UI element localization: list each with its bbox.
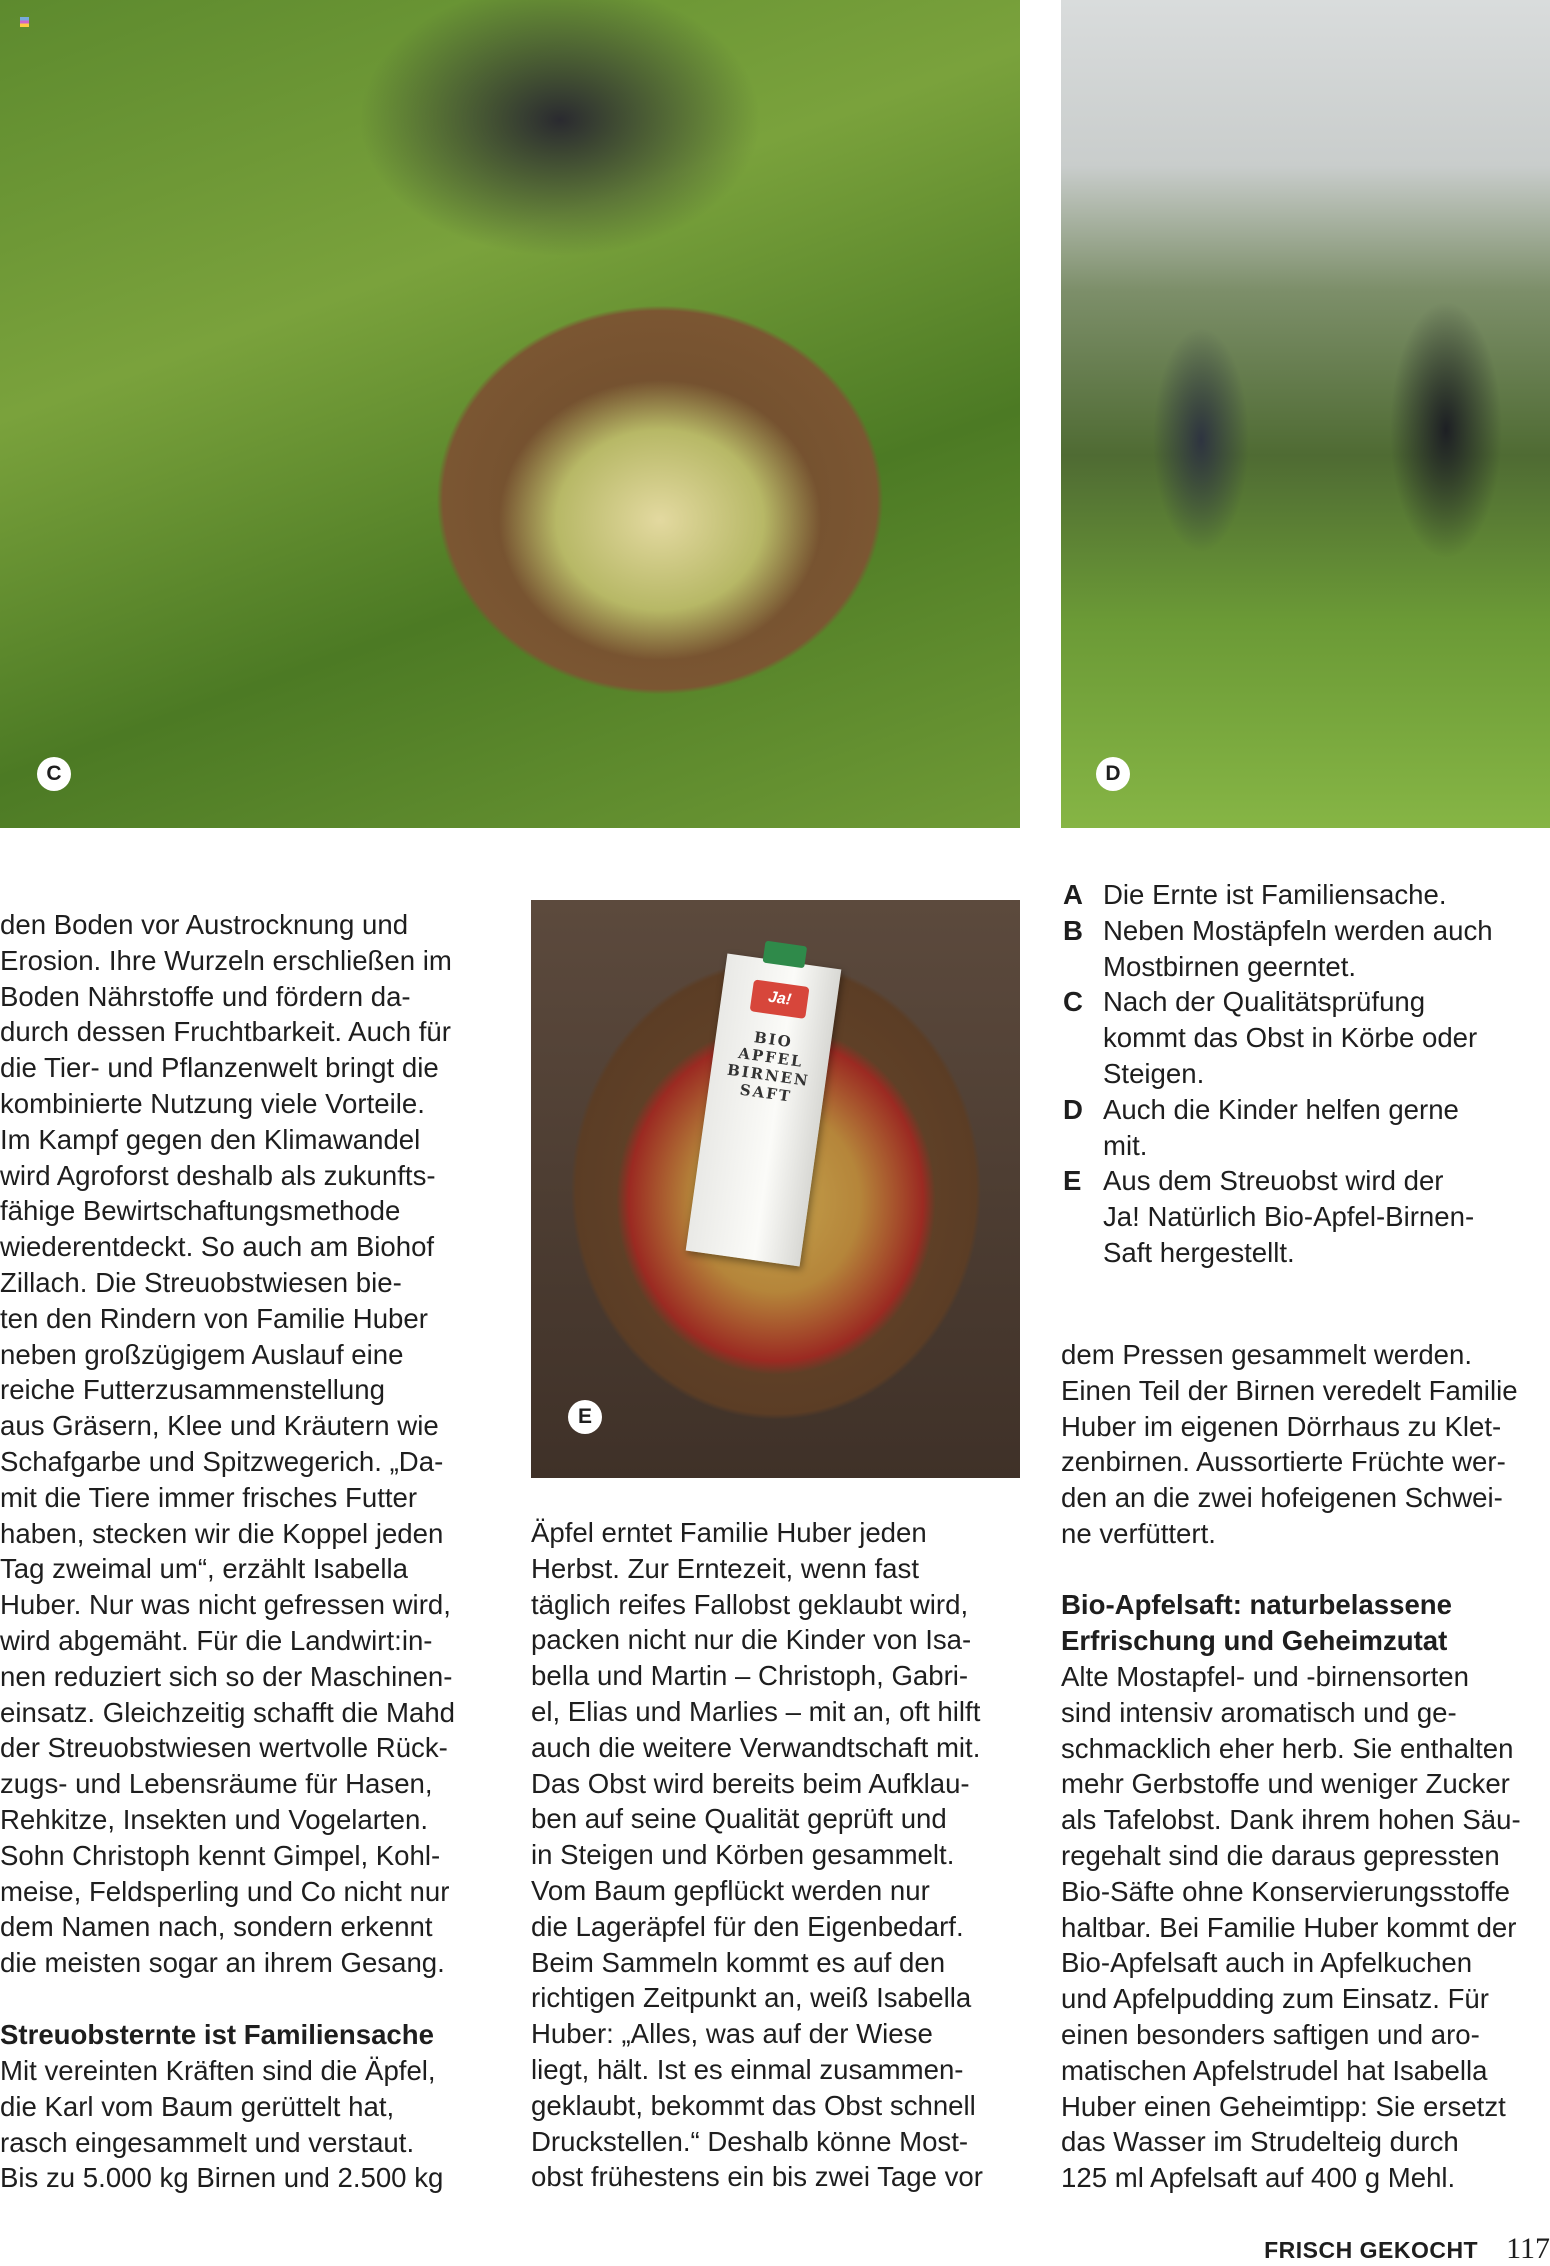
text-line: liegt, hält. Ist es einmal zusammen- (531, 2053, 964, 2085)
caption-letter: C (1063, 986, 1083, 1018)
text-line: Bis zu 5.000 kg Birnen und 2.500 kg (0, 2162, 444, 2194)
caption-item (1061, 877, 1550, 913)
caption-text: Aus dem Streuobst wird der (1103, 1165, 1444, 1197)
section-name: FRISCH GEKOCHT (1264, 2237, 1479, 2263)
text-line: reiche Futterzusammenstellung (0, 1374, 385, 1406)
text-line: Tag zweimal um“, erzählt Isabella (0, 1553, 408, 1585)
text-line: den Boden vor Austrocknung und (0, 909, 409, 940)
text-line: matischen Apfelstrudel hat Isabella (1061, 2054, 1488, 2086)
caption-text: Saft hergestellt. (1103, 1236, 1295, 1268)
text-line: meise, Feldsperling und Co nicht nur (0, 1875, 450, 1907)
caption-letter: E (1063, 1165, 1082, 1197)
text-line: einen besonders saftigen und aro- (1061, 2018, 1480, 2050)
text-line: zenbirnen. Aussortierte Früchte wer- (1061, 1446, 1506, 1478)
text-line: fähige Bewirtschaftungsmethode (0, 1195, 401, 1227)
text-line: einsatz. Gleichzeitig schafft die Mahd (0, 1696, 456, 1728)
caption-item (1061, 913, 1550, 985)
text-line: als Tafelobst. Dank ihrem hohen Säu- (1061, 1804, 1521, 1836)
text-line: auch die weitere Verwandtschaft mit. (531, 1731, 981, 1763)
text-line: Boden Nährstoffe und fördern da- (0, 980, 411, 1012)
caption-text: Ja! Natürlich Bio-Apfel-Birnen- (1103, 1201, 1475, 1233)
text-line: Vom Baum gepflückt werden nur (531, 1874, 930, 1906)
text-line: el, Elias und Marlies – mit an, oft hilft (531, 1695, 981, 1727)
text-line: Druckstellen.“ Deshalb könne Most- (531, 2125, 969, 2157)
text-line: Das Obst wird bereits beim Aufklau- (531, 1767, 970, 1799)
column3-body-2 (1061, 1659, 1521, 2196)
text-line: die meisten sogar an ihrem Gesang. (0, 1947, 445, 1979)
text-line: Sohn Christoph kennt Gimpel, Kohl- (0, 1839, 441, 1871)
text-line: regehalt sind die daraus gepressten (1061, 1839, 1500, 1871)
text-line: Erfrischung und Geheimzutat (1061, 1624, 1448, 1656)
text-line: wird Agroforst deshalb als zukunfts- (0, 1159, 436, 1191)
text-line: wiederentdeckt. So auch am Biohof (0, 1231, 435, 1263)
carton-cap (763, 941, 808, 969)
text-line: die Karl vom Baum gerüttelt hat, (0, 2090, 395, 2122)
text-line: schmacklich eher herb. Sie enthalten (1061, 1732, 1514, 1764)
text-line: in Steigen und Körben gesammelt. (531, 1839, 955, 1871)
text-line: obst frühestens ein bis zwei Tage vor (531, 2161, 983, 2193)
text-line: Huber einen Geheimtipp: Sie ersetzt (1061, 2090, 1506, 2122)
caption-text: kommt das Obst in Körbe oder (1103, 1022, 1478, 1054)
text-line: Einen Teil der Birnen veredelt Familie (1061, 1374, 1518, 1406)
caption-text: Die Ernte ist Familiensache. (1103, 879, 1447, 910)
column1-body-2 (0, 2053, 443, 2196)
text-line: mehr Gerbstoffe und weniger Zucker (1061, 1768, 1510, 1800)
caption-text: mit. (1103, 1129, 1148, 1161)
text-line: ben auf seine Qualität geprüft und (531, 1803, 947, 1835)
text-line: die Tier- und Pflanzenwelt bringt die (0, 1052, 439, 1084)
text-line: dem Namen nach, sondern erkennt (0, 1911, 433, 1943)
text-line: Bio-Apfelsaft auch in Apfelkuchen (1061, 1947, 1473, 1979)
text-line: aus Gräsern, Klee und Kräutern wie (0, 1410, 439, 1442)
text-line: neben großzügigem Auslauf eine (0, 1338, 404, 1370)
text-line: täglich reifes Fallobst geklaubt wird, (531, 1588, 969, 1620)
caption-text: Nach der Qualitätsprüfung (1103, 986, 1426, 1018)
text-line: geklaubt, bekommt das Obst schnell (531, 2089, 976, 2121)
caption-letter: D (1063, 1093, 1083, 1125)
photo-label-c: C (37, 757, 71, 791)
text-line: ten den Rindern von Familie Huber (0, 1302, 428, 1334)
text-line: Herbst. Zur Erntezeit, wenn fast (531, 1552, 919, 1584)
text-line: Bio-Apfelsaft: naturbelassene (1061, 1589, 1452, 1620)
text-line: wird abgemäht. Für die Landwirt:in- (0, 1624, 433, 1656)
text-line: zugs- und Lebensräume für Hasen, (0, 1768, 433, 1800)
text-line: und Apfelpudding zum Einsatz. Für (1061, 1983, 1489, 2015)
caption-item (1061, 984, 1550, 1091)
caption-text: Mostbirnen geerntet. (1103, 950, 1357, 982)
text-line: das Wasser im Strudelteig durch (1061, 2126, 1459, 2158)
column3-body (1061, 1337, 1518, 1552)
text-line: Äpfel erntet Familie Huber jeden (531, 1517, 927, 1548)
caption-letter: B (1063, 914, 1083, 946)
text-line: Alte Mostapfel- und -birnensorten (1061, 1661, 1469, 1692)
text-line: Rehkitze, Insekten und Vogelarten. (0, 1803, 428, 1835)
text-line: mit die Tiere immer frisches Futter (0, 1481, 418, 1513)
caption-letter: A (1063, 879, 1083, 910)
text-line: packen nicht nur die Kinder von Isa- (531, 1624, 972, 1656)
text-line: 125 ml Apfelsaft auf 400 g Mehl. (1061, 2162, 1456, 2194)
column2-body (531, 1515, 983, 2195)
caption-text: Steigen. (1103, 1057, 1205, 1089)
text-line: Bio-Säfte ohne Konservierungsstoffe (1061, 1875, 1510, 1907)
text-line: Huber im eigenen Dörrhaus zu Klet- (1061, 1410, 1502, 1442)
text-line: die Lageräpfel für den Eigenbedarf. (531, 1910, 964, 1942)
photo-apple-basket (0, 0, 1020, 828)
page-footer (1264, 2232, 1550, 2265)
text-line: Mit vereinten Kräften sind die Äpfel, (0, 2055, 436, 2086)
page-number: 117 (1506, 2232, 1550, 2265)
text-line: ne verfüttert. (1061, 1517, 1216, 1549)
text-line: dem Pressen gesammelt werden. (1061, 1339, 1473, 1370)
text-line: rasch eingesammelt und verstaut. (0, 2126, 415, 2158)
juice-carton (686, 953, 842, 1266)
column1-body (0, 907, 455, 1981)
text-line: Schafgarbe und Spitzwegerich. „Da- (0, 1445, 444, 1477)
text-line: Huber: „Alles, was auf der Wiese (531, 2018, 933, 2050)
text-line: nen reduziert sich so der Maschinen- (0, 1660, 453, 1692)
text-line: der Streuobstwiesen wertvolle Rück- (0, 1732, 448, 1764)
text-line: richtigen Zeitpunkt an, weiß Isabella (531, 1982, 972, 2014)
caption-item (1061, 1092, 1550, 1164)
brand-logo: Ja! (750, 979, 810, 1018)
photo-juice-carton-fruit (531, 900, 1020, 1478)
text-line: Zillach. Die Streuobstwiesen bie- (0, 1266, 402, 1298)
text-line: kombinierte Nutzung viele Vorteile. (0, 1087, 425, 1119)
text-line: haben, stecken wir die Koppel jeden (0, 1517, 444, 1549)
section-heading-bio-apfelsaft (1061, 1587, 1452, 1659)
caption-text: Neben Mostäpfeln werden auch (1103, 914, 1493, 946)
color-marker-icon (20, 17, 29, 27)
text-line: durch dessen Fruchtbarkeit. Auch für (0, 1016, 451, 1048)
text-line: Beim Sammeln kommt es auf den (531, 1946, 946, 1978)
photo-captions (1061, 877, 1550, 1271)
carton-label: BIO APFEL BIRNEN SAFT (726, 1028, 811, 1106)
text-line: Huber. Nur was nicht gefressen wird, (0, 1589, 451, 1621)
photo-children-carrying-basket (1061, 0, 1550, 828)
text-line: haltbar. Bei Familie Huber kommt der (1061, 1911, 1517, 1943)
caption-item (1061, 1163, 1550, 1270)
text-line: bella und Martin – Christoph, Gabri- (531, 1660, 969, 1692)
caption-text: Auch die Kinder helfen gerne (1103, 1093, 1459, 1125)
text-line: sind intensiv aromatisch und ge- (1061, 1696, 1457, 1728)
section-heading-streuobsternte: Streuobsternte ist Familiensache (0, 2019, 434, 2050)
text-line: Erosion. Ihre Wurzeln erschließen im (0, 944, 452, 976)
photo-label-e: E (568, 1400, 602, 1434)
text-line: den an die zwei hofeigenen Schwei- (1061, 1482, 1503, 1514)
photo-label-d: D (1096, 757, 1130, 791)
text-line: Im Kampf gegen den Klimawandel (0, 1123, 421, 1155)
